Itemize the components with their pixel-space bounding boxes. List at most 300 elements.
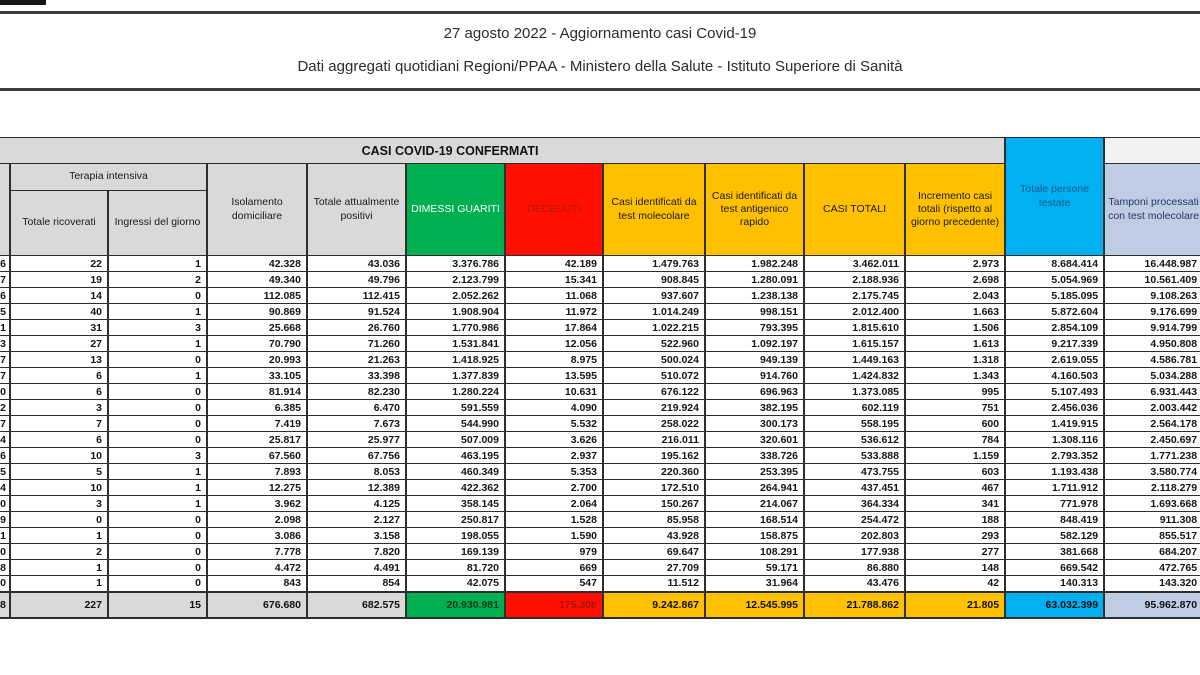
cell-dimessi: 507.009 xyxy=(406,432,505,448)
cell-ricoverati: 3 xyxy=(10,496,108,512)
table-row xyxy=(0,368,1200,384)
cell-deceduti: 11.972 xyxy=(505,304,603,320)
cell-positivi: 854 xyxy=(307,576,406,592)
cell-ricoverati: 10 xyxy=(10,448,108,464)
cell-positivi: 2.127 xyxy=(307,512,406,528)
cell-isolamento: 7.419 xyxy=(207,416,307,432)
cell-ingressi: 0 xyxy=(108,400,207,416)
cell-antigenico: 264.941 xyxy=(705,480,804,496)
cell-ingressi: 3 xyxy=(108,448,207,464)
column-header-attualmente-positivi: Totale attualmente positivi xyxy=(307,164,406,256)
cell-tamponi: 5.034.288 xyxy=(1104,368,1200,384)
cell-testate: 5.872.604 xyxy=(1005,304,1104,320)
cell-positivi: 25.977 xyxy=(307,432,406,448)
table-row xyxy=(0,384,1200,400)
cell-incremento: 751 xyxy=(905,400,1005,416)
cell-ingressi: 2 xyxy=(108,272,207,288)
cell-molecolare: 937.607 xyxy=(603,288,705,304)
cell-molecolare: 220.360 xyxy=(603,464,705,480)
column-header-ingressi-giorno: Ingressi del giorno xyxy=(108,191,207,256)
cell-cut: 3 xyxy=(0,336,10,352)
cell-ricoverati: 1 xyxy=(10,576,108,592)
cell-dimessi: 1.418.925 xyxy=(406,352,505,368)
cell-casi_totali: 536.612 xyxy=(804,432,905,448)
cell-ricoverati: 2 xyxy=(10,544,108,560)
cell-incremento: 188 xyxy=(905,512,1005,528)
cell-ricoverati: 6 xyxy=(10,384,108,400)
cell-isolamento: 7.893 xyxy=(207,464,307,480)
cell-antigenico: 108.291 xyxy=(705,544,804,560)
cell-ricoverati: 14 xyxy=(10,288,108,304)
cell-molecolare: 522.960 xyxy=(603,336,705,352)
total-deceduti: 175.306 xyxy=(505,592,603,618)
cell-dimessi: 544.990 xyxy=(406,416,505,432)
cell-isolamento: 6.385 xyxy=(207,400,307,416)
cell-isolamento: 20.993 xyxy=(207,352,307,368)
total-tamponi: 95.962.870 xyxy=(1104,592,1200,618)
top-divider xyxy=(0,11,1200,14)
cell-positivi: 33.398 xyxy=(307,368,406,384)
column-header-cut xyxy=(0,164,10,256)
cell-isolamento: 90.869 xyxy=(207,304,307,320)
table-row xyxy=(0,448,1200,464)
cell-cut: 6 xyxy=(0,256,10,272)
cell-deceduti: 1.590 xyxy=(505,528,603,544)
cell-cut: 5 xyxy=(0,304,10,320)
cell-antigenico: 253.395 xyxy=(705,464,804,480)
cell-molecolare: 1.014.249 xyxy=(603,304,705,320)
cell-ricoverati: 13 xyxy=(10,352,108,368)
cell-isolamento: 42.328 xyxy=(207,256,307,272)
table-row xyxy=(0,288,1200,304)
cell-casi_totali: 2.012.400 xyxy=(804,304,905,320)
cell-tamponi: 4.586.781 xyxy=(1104,352,1200,368)
report-title: 27 agosto 2022 - Aggiornamento casi Covid-19 xyxy=(443,25,757,42)
cell-casi_totali: 1.449.163 xyxy=(804,352,905,368)
cell-casi_totali: 202.803 xyxy=(804,528,905,544)
cell-deceduti: 4.090 xyxy=(505,400,603,416)
cell-tamponi: 472.765 xyxy=(1104,560,1200,576)
cell-isolamento: 81.914 xyxy=(207,384,307,400)
table-row xyxy=(0,320,1200,336)
cell-deceduti: 979 xyxy=(505,544,603,560)
cell-incremento: 467 xyxy=(905,480,1005,496)
cell-tamponi: 911.308 xyxy=(1104,512,1200,528)
cell-tamponi: 2.450.697 xyxy=(1104,432,1200,448)
cell-positivi: 6.470 xyxy=(307,400,406,416)
cell-isolamento: 7.778 xyxy=(207,544,307,560)
cell-positivi: 67.756 xyxy=(307,448,406,464)
cell-dimessi: 1.770.986 xyxy=(406,320,505,336)
cell-casi_totali: 473.755 xyxy=(804,464,905,480)
cell-antigenico: 949.139 xyxy=(705,352,804,368)
cell-casi_totali: 1.373.085 xyxy=(804,384,905,400)
cell-deceduti: 15.341 xyxy=(505,272,603,288)
top-edge-mark xyxy=(0,0,46,5)
table-row xyxy=(0,416,1200,432)
cell-ingressi: 0 xyxy=(108,576,207,592)
cell-ingressi: 1 xyxy=(108,496,207,512)
cell-tamponi: 2.564.178 xyxy=(1104,416,1200,432)
cell-deceduti: 3.626 xyxy=(505,432,603,448)
cell-antigenico: 1.092.197 xyxy=(705,336,804,352)
cell-molecolare: 908.845 xyxy=(603,272,705,288)
cell-cut: 0 xyxy=(0,496,10,512)
column-header-incremento: Incremento casi totali (rispetto al giorno precedente) xyxy=(905,164,1005,256)
cell-tamponi: 10.561.409 xyxy=(1104,272,1200,288)
cell-molecolare: 1.022.215 xyxy=(603,320,705,336)
cell-ingressi: 1 xyxy=(108,464,207,480)
cell-positivi: 7.673 xyxy=(307,416,406,432)
cell-tamponi: 2.003.442 xyxy=(1104,400,1200,416)
cell-deceduti: 5.532 xyxy=(505,416,603,432)
cell-tamponi: 9.108.263 xyxy=(1104,288,1200,304)
cell-molecolare: 219.924 xyxy=(603,400,705,416)
cell-ricoverati: 1 xyxy=(10,560,108,576)
cell-cut: 8 xyxy=(0,560,10,576)
cell-antigenico: 168.514 xyxy=(705,512,804,528)
cell-incremento: 341 xyxy=(905,496,1005,512)
table-row xyxy=(0,336,1200,352)
cell-positivi: 3.158 xyxy=(307,528,406,544)
cell-incremento: 1.663 xyxy=(905,304,1005,320)
cell-molecolare: 510.072 xyxy=(603,368,705,384)
cell-ingressi: 1 xyxy=(108,304,207,320)
cell-dimessi: 1.908.904 xyxy=(406,304,505,320)
cell-deceduti: 42.189 xyxy=(505,256,603,272)
cell-ricoverati: 7 xyxy=(10,416,108,432)
cell-cut: 9 xyxy=(0,512,10,528)
cell-testate: 2.854.109 xyxy=(1005,320,1104,336)
total-row xyxy=(0,592,1200,618)
cell-isolamento: 112.085 xyxy=(207,288,307,304)
cell-molecolare: 172.510 xyxy=(603,480,705,496)
cell-testate: 1.308.116 xyxy=(1005,432,1104,448)
cell-antigenico: 300.173 xyxy=(705,416,804,432)
cell-antigenico: 214.067 xyxy=(705,496,804,512)
total-antigenico: 12.545.995 xyxy=(705,592,804,618)
cell-testate: 5.054.969 xyxy=(1005,272,1104,288)
cell-deceduti: 2.937 xyxy=(505,448,603,464)
cell-cut: 1 xyxy=(0,528,10,544)
cell-antigenico: 158.875 xyxy=(705,528,804,544)
column-header-dimessi-guariti: DIMESSI GUARITI xyxy=(406,164,505,256)
cell-molecolare: 150.267 xyxy=(603,496,705,512)
table-row xyxy=(0,352,1200,368)
cell-tamponi: 855.517 xyxy=(1104,528,1200,544)
cell-dimessi: 1.531.841 xyxy=(406,336,505,352)
cell-testate: 848.419 xyxy=(1005,512,1104,528)
cell-molecolare: 258.022 xyxy=(603,416,705,432)
cell-molecolare: 500.024 xyxy=(603,352,705,368)
cell-testate: 9.217.339 xyxy=(1005,336,1104,352)
cell-casi_totali: 1.424.832 xyxy=(804,368,905,384)
cell-casi_totali: 533.888 xyxy=(804,448,905,464)
cell-tamponi: 9.176.699 xyxy=(1104,304,1200,320)
cell-isolamento: 49.340 xyxy=(207,272,307,288)
cell-antigenico: 914.760 xyxy=(705,368,804,384)
cell-incremento: 1.506 xyxy=(905,320,1005,336)
column-header-tamponi: Tamponi processati con test molecolare xyxy=(1104,164,1200,256)
total-isolamento: 676.680 xyxy=(207,592,307,618)
cell-molecolare: 11.512 xyxy=(603,576,705,592)
total-molecolare: 9.242.867 xyxy=(603,592,705,618)
cell-molecolare: 1.479.763 xyxy=(603,256,705,272)
cell-ingressi: 0 xyxy=(108,560,207,576)
cell-testate: 2.793.352 xyxy=(1005,448,1104,464)
cell-isolamento: 12.275 xyxy=(207,480,307,496)
cell-tamponi: 3.580.774 xyxy=(1104,464,1200,480)
cell-dimessi: 591.559 xyxy=(406,400,505,416)
cell-tamponi: 4.950.808 xyxy=(1104,336,1200,352)
banner-spacer xyxy=(1104,138,1200,164)
cell-incremento: 784 xyxy=(905,432,1005,448)
cell-positivi: 91.524 xyxy=(307,304,406,320)
cell-deceduti: 1.528 xyxy=(505,512,603,528)
table-banner: CASI COVID-19 CONFERMATI xyxy=(0,138,1005,164)
cell-testate: 4.160.503 xyxy=(1005,368,1104,384)
cell-molecolare: 69.647 xyxy=(603,544,705,560)
table-row xyxy=(0,432,1200,448)
cell-tamponi: 1.693.668 xyxy=(1104,496,1200,512)
header-divider xyxy=(0,88,1200,91)
cell-antigenico: 59.171 xyxy=(705,560,804,576)
table-row xyxy=(0,464,1200,480)
cell-positivi: 49.796 xyxy=(307,272,406,288)
cell-ingressi: 0 xyxy=(108,528,207,544)
cell-ricoverati: 31 xyxy=(10,320,108,336)
cell-incremento: 2.973 xyxy=(905,256,1005,272)
cell-antigenico: 320.601 xyxy=(705,432,804,448)
cell-antigenico: 793.395 xyxy=(705,320,804,336)
cell-deceduti: 11.068 xyxy=(505,288,603,304)
cell-ingressi: 0 xyxy=(108,544,207,560)
cell-ricoverati: 0 xyxy=(10,512,108,528)
cell-testate: 5.107.493 xyxy=(1005,384,1104,400)
cell-casi_totali: 43.476 xyxy=(804,576,905,592)
cell-ricoverati: 27 xyxy=(10,336,108,352)
cell-isolamento: 25.817 xyxy=(207,432,307,448)
cell-dimessi: 250.817 xyxy=(406,512,505,528)
cell-cut: 4 xyxy=(0,432,10,448)
table-row xyxy=(0,560,1200,576)
cell-ricoverati: 22 xyxy=(10,256,108,272)
cell-casi_totali: 1.815.610 xyxy=(804,320,905,336)
table-row xyxy=(0,400,1200,416)
cell-tamponi: 143.320 xyxy=(1104,576,1200,592)
cell-molecolare: 43.928 xyxy=(603,528,705,544)
cell-molecolare: 216.011 xyxy=(603,432,705,448)
cell-ricoverati: 5 xyxy=(10,464,108,480)
group-header-terapia-intensiva: Terapia intensiva xyxy=(10,164,207,191)
cell-isolamento: 3.962 xyxy=(207,496,307,512)
cell-testate: 1.193.438 xyxy=(1005,464,1104,480)
cell-deceduti: 5.353 xyxy=(505,464,603,480)
cell-antigenico: 696.963 xyxy=(705,384,804,400)
cell-cut: 7 xyxy=(0,272,10,288)
cell-positivi: 71.260 xyxy=(307,336,406,352)
cell-tamponi: 9.914.799 xyxy=(1104,320,1200,336)
cell-ricoverati: 6 xyxy=(10,432,108,448)
cell-incremento: 293 xyxy=(905,528,1005,544)
cell-deceduti: 12.056 xyxy=(505,336,603,352)
cell-casi_totali: 3.462.011 xyxy=(804,256,905,272)
cell-incremento: 2.698 xyxy=(905,272,1005,288)
cell-ricoverati: 19 xyxy=(10,272,108,288)
cell-ricoverati: 10 xyxy=(10,480,108,496)
cell-dimessi: 460.349 xyxy=(406,464,505,480)
cell-incremento: 600 xyxy=(905,416,1005,432)
total-dimessi: 20.930.981 xyxy=(406,592,505,618)
cell-ricoverati: 3 xyxy=(10,400,108,416)
cell-ricoverati: 1 xyxy=(10,528,108,544)
cell-incremento: 148 xyxy=(905,560,1005,576)
column-header-totale-ricoverati: Totale ricoverati xyxy=(10,191,108,256)
cell-tamponi: 1.771.238 xyxy=(1104,448,1200,464)
table-row xyxy=(0,256,1200,272)
cell-casi_totali: 437.451 xyxy=(804,480,905,496)
cell-cut: 2 xyxy=(0,400,10,416)
cell-deceduti: 2.700 xyxy=(505,480,603,496)
cell-cut: 0 xyxy=(0,384,10,400)
cell-testate: 8.684.414 xyxy=(1005,256,1104,272)
table-row xyxy=(0,272,1200,288)
table-row xyxy=(0,496,1200,512)
cell-deceduti: 17.864 xyxy=(505,320,603,336)
cell-casi_totali: 364.334 xyxy=(804,496,905,512)
cell-isolamento: 843 xyxy=(207,576,307,592)
column-header-persone-testate: Totale persone testate xyxy=(1005,138,1104,256)
cell-tamponi: 6.931.443 xyxy=(1104,384,1200,400)
cell-casi_totali: 2.175.745 xyxy=(804,288,905,304)
cell-tamponi: 684.207 xyxy=(1104,544,1200,560)
cell-cut: 4 xyxy=(0,480,10,496)
cell-cut: 0 xyxy=(0,544,10,560)
cell-casi_totali: 86.880 xyxy=(804,560,905,576)
table-row xyxy=(0,544,1200,560)
total-testate: 63.032.399 xyxy=(1005,592,1104,618)
cell-ricoverati: 6 xyxy=(10,368,108,384)
cell-positivi: 7.820 xyxy=(307,544,406,560)
cell-incremento: 603 xyxy=(905,464,1005,480)
cell-ingressi: 1 xyxy=(108,368,207,384)
cell-positivi: 26.760 xyxy=(307,320,406,336)
cell-testate: 771.978 xyxy=(1005,496,1104,512)
cell-casi_totali: 177.938 xyxy=(804,544,905,560)
cell-testate: 140.313 xyxy=(1005,576,1104,592)
cell-testate: 1.419.915 xyxy=(1005,416,1104,432)
cell-ingressi: 0 xyxy=(108,512,207,528)
table-row xyxy=(0,480,1200,496)
cell-isolamento: 25.668 xyxy=(207,320,307,336)
cell-ingressi: 0 xyxy=(108,384,207,400)
cell-positivi: 43.036 xyxy=(307,256,406,272)
cell-molecolare: 676.122 xyxy=(603,384,705,400)
banner-row xyxy=(0,138,1200,164)
cell-positivi: 8.053 xyxy=(307,464,406,480)
cell-testate: 582.129 xyxy=(1005,528,1104,544)
table-row xyxy=(0,512,1200,528)
cell-positivi: 21.263 xyxy=(307,352,406,368)
cell-dimessi: 3.376.786 xyxy=(406,256,505,272)
cell-incremento: 277 xyxy=(905,544,1005,560)
cell-dimessi: 1.377.839 xyxy=(406,368,505,384)
cell-incremento: 1.343 xyxy=(905,368,1005,384)
cell-dimessi: 2.052.262 xyxy=(406,288,505,304)
cell-ingressi: 1 xyxy=(108,480,207,496)
cell-incremento: 1.159 xyxy=(905,448,1005,464)
cell-incremento: 995 xyxy=(905,384,1005,400)
cell-cut: 7 xyxy=(0,368,10,384)
cell-antigenico: 382.195 xyxy=(705,400,804,416)
cell-positivi: 12.389 xyxy=(307,480,406,496)
cell-dimessi: 42.075 xyxy=(406,576,505,592)
total-ricoverati: 227 xyxy=(10,592,108,618)
cell-incremento: 1.613 xyxy=(905,336,1005,352)
cell-isolamento: 2.098 xyxy=(207,512,307,528)
cell-testate: 669.542 xyxy=(1005,560,1104,576)
cell-isolamento: 3.086 xyxy=(207,528,307,544)
cell-deceduti: 8.975 xyxy=(505,352,603,368)
column-header-isolamento: Isolamento domiciliare xyxy=(207,164,307,256)
cell-tamponi: 2.118.279 xyxy=(1104,480,1200,496)
cell-testate: 1.711.912 xyxy=(1005,480,1104,496)
cell-incremento: 42 xyxy=(905,576,1005,592)
cell-molecolare: 85.958 xyxy=(603,512,705,528)
cell-dimessi: 2.123.799 xyxy=(406,272,505,288)
cell-dimessi: 358.145 xyxy=(406,496,505,512)
total-cut: 8 xyxy=(0,592,10,618)
cell-cut: 6 xyxy=(0,288,10,304)
cell-testate: 2.619.055 xyxy=(1005,352,1104,368)
cell-antigenico: 1.280.091 xyxy=(705,272,804,288)
cell-deceduti: 10.631 xyxy=(505,384,603,400)
cell-cut: 0 xyxy=(0,576,10,592)
cell-casi_totali: 1.615.157 xyxy=(804,336,905,352)
cell-positivi: 4.125 xyxy=(307,496,406,512)
cell-cut: 7 xyxy=(0,352,10,368)
table-row xyxy=(0,528,1200,544)
cell-antigenico: 31.964 xyxy=(705,576,804,592)
table-row xyxy=(0,304,1200,320)
cell-testate: 5.185.095 xyxy=(1005,288,1104,304)
cell-testate: 2.456.036 xyxy=(1005,400,1104,416)
cell-deceduti: 2.064 xyxy=(505,496,603,512)
cell-deceduti: 669 xyxy=(505,560,603,576)
total-incremento: 21.805 xyxy=(905,592,1005,618)
cell-antigenico: 1.982.248 xyxy=(705,256,804,272)
cell-positivi: 82.230 xyxy=(307,384,406,400)
covid-data-table xyxy=(0,137,1200,619)
cell-cut: 1 xyxy=(0,320,10,336)
cell-molecolare: 27.709 xyxy=(603,560,705,576)
cell-ingressi: 0 xyxy=(108,416,207,432)
cell-ingressi: 0 xyxy=(108,288,207,304)
cell-testate: 381.668 xyxy=(1005,544,1104,560)
cell-dimessi: 1.280.224 xyxy=(406,384,505,400)
column-header-casi-totali: CASI TOTALI xyxy=(804,164,905,256)
total-casi_totali: 21.788.862 xyxy=(804,592,905,618)
cell-antigenico: 1.238.138 xyxy=(705,288,804,304)
cell-antigenico: 998.151 xyxy=(705,304,804,320)
table-row xyxy=(0,576,1200,592)
cell-ricoverati: 40 xyxy=(10,304,108,320)
cell-casi_totali: 602.119 xyxy=(804,400,905,416)
total-ingressi: 15 xyxy=(108,592,207,618)
cell-casi_totali: 254.472 xyxy=(804,512,905,528)
column-header-deceduti: DECEDUTI xyxy=(505,164,603,256)
cell-ingressi: 1 xyxy=(108,256,207,272)
